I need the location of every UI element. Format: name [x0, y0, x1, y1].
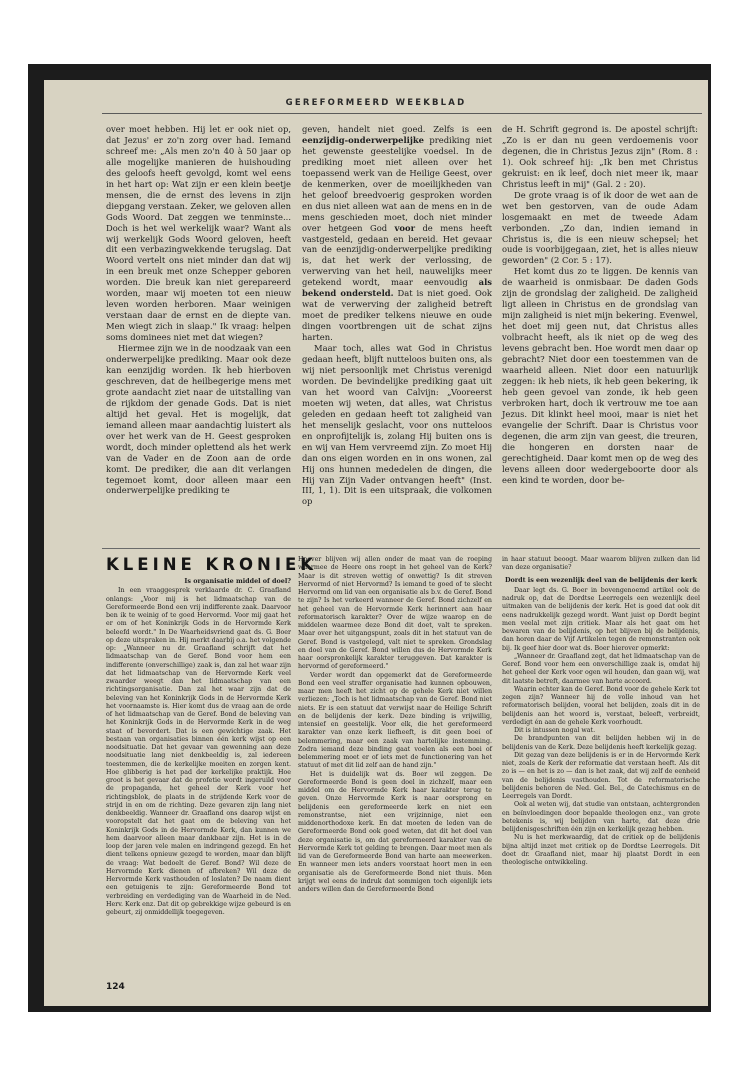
paragraph: Waarin echter kan de Geref. Bond voor de gehele Kerk tot zegen zijn? Wanneer hij de volle inhoud van het reformatorisch belijden, vooral het belijden, zoals dit in de belijdenis aan het woord is, verstaat, beleeft, verbreidt, verdedigt én aan de gehele Kerk voorhoudt. [502, 685, 700, 726]
newspaper-page [44, 80, 708, 1006]
subheading: Dordt is een wezenlijk deel van de belijdenis der kerk [504, 575, 698, 584]
article-column-3 [502, 124, 698, 542]
paragraph: Verder wordt dan opgemerkt dat de Gereformeerde Bond een veel straffer organisatie had kunnen opbouwen, maar men heeft het zicht op de gehele Kerk niet willen verliezen: „Toch is het lidmaatschap van de Geref. Bond niet niets. Er is een statuut dat verwijst naar de Heilige Schrift en de belijdenis der kerk. Deze binding is vrijwillig, intensief en geestelijk. Voor elk, die het gereformeerd karakter van onze kerk liefheeft, is dit geen boei of belemmering, maar een zaak van hartelijke instemming. Zodra iemand deze binding gaat voelen als een boei of belemmering moet er of iets met de functionering van het statuut of met dit lid zelf aan de hand zijn." [298, 671, 492, 770]
text-run: prediking niet het gewenste geestelijke voedsel. In de prediking moet niet alleen over het toepassend werk van de Heilige Geest, over de kenmerken, over de moeilijkheden van het geloof breedvoerig gesproken worden en dus niet alleen wat aan de mens en in de mens geschieden moet, doch niet minder over hetgeen God [302, 134, 492, 233]
paragraph: in haar statuut beoogt. Maar waarom blijven zulken dan lid van deze organisatie? [502, 556, 700, 572]
text-run: de mens heeft vastgesteld, gedaan en bereid. Het gevaar van de eenzijdig-onderwerpelijke prediking is, dat het werk der verlossing, de verwerving van het heil, nauwelijks meer getekend wordt, maar eenvoudig [302, 222, 493, 288]
subheading: Is organisatie middel of doel? [184, 577, 291, 585]
section-title: KLEINE KRONIEK [106, 555, 318, 574]
emphasis: eenzijdig-onderwerpelijke [302, 134, 425, 145]
paragraph: Het komt dus zo te liggen. De kennis van de waarheid is onmisbaar. De daden Gods zijn de grondslag der zaligheid. De zaligheid ligt alleen in Christus en de grondslag van mijn zaligheid is niet mijn bekering. Evenwel, het doet mij geen nut, dat Christus alles volbracht heeft, als ik niet op de weg des levens gebracht ben. Hoe wordt men daar op gebracht? Niet door een toestemmen van de waarheid alleen. Niet door een natuurlijk zeggen: ik heb niets, ik heb geen bekering, ik heb geen gevoel van zonde, ik heb geen verbroken hart, doch ik vertrouw me toe aan Jezus. Dit klinkt heel mooi, maar is niet het evangelie der Schrift. Daar is Christus voor degenen, die arm zijn van geest, die treuren, die hongeren en dorsten naar de gerechtigheid. Daar komt men op de weg des levens alleen door wedergeboorte door als een kind te worden, door be- [502, 266, 698, 485]
kroniek-column-1 [106, 555, 318, 976]
paragraph: de H. Schrift gegrond is. De apostel schrijft: „Zo is er dan nu geen verdoemenis voor degenen, die in Christus Jezus zijn" (Rom. 8 : 1). Ook schreef hij: „Ik ben met Christus gekruist: en ik leef, doch niet meer ik, maar Christus leeft in mij" (Gal. 2 : 20). [502, 124, 698, 189]
paragraph: Ook al weten wij, dat studie van ontstaan, achtergronden en beïnvloedingen door bepaalde theologen enz., van grote betekenis is, wij belijden van harte, dat deze drie belijdenisgeschriften één zijn en kerkelijk gezag hebben. [502, 801, 700, 833]
paragraph: De grote vraag is of ik door de wet aan de wet ben gestorven, van de oude Adam losgemaakt en met de tweede Adam verbonden. „Zo dan, indien iemand in Christus is, die is een nieuw schepsel; het oude is voorbijgegaan, ziet, het is alles nieuw geworden" (2 Cor. 5 : 17). [502, 189, 698, 266]
emphasis: als bekend ondersteld. [302, 277, 492, 299]
running-header: GEREFORMEERD WEEKBLAD [285, 98, 467, 108]
page-number: 124 [106, 982, 125, 992]
paragraph: „Wanneer dr. Graafland zegt, dat het lidmaatschap van de Geref. Bond voor hem een onverschillige zaak is, omdat hij het geheel der Kerk voor ogen wil houden, dan gaan wij, wat dit laatste betreft, daarmee van harte accoord. [502, 652, 700, 685]
paragraph: Hiermee zijn we in de noodzaak van een onderwerpelijke prediking. Maar ook deze kan eenzijdig worden. Ik heb hierboven geschreven, dat de heilbegerige mens met grote aandacht ziet naar de uitstalling van de rijkdom der genade Gods. Dat is niet altijd het geval. Het is mogelijk, dat iemand alleen maar aandachtig luistert als over het werk van de H. Geest gesproken wordt, doch minder oplettend als het werk van de Vader en de Zoon aan de orde komt. De prediker, die aan dit verlangen tegemoet komt, door alleen maar een onderwerpelijke prediking te [106, 343, 291, 496]
kroniek-column-3 [502, 556, 700, 976]
kroniek-column-2 [298, 556, 492, 976]
paragraph [302, 124, 492, 343]
paragraph: Nu is het merkwaardig, dat de critiek op de belijdenis bijna altijd inzet met critiek op de Dordtse Leerregels. Dit doet dr. Graafland niet, maar hij plaatst Dordt in een theologische ontwikkeling. [502, 834, 700, 866]
header-rule [102, 113, 702, 114]
paragraph: De brandpunten van dit belijden hebben wij in de belijdenis van de Kerk. Deze belijdenis heeft kerkelijk gezag. [502, 735, 700, 751]
section-divider [102, 548, 700, 549]
article-column-2 [302, 124, 492, 542]
paragraph: Dit is intussen nogal wat. [514, 727, 596, 734]
text-run: geven, handelt niet goed. Zelfs is een [302, 124, 492, 134]
article-column-1 [106, 124, 291, 542]
paragraph: In een vraaggesprek verklaarde dr. C. Graafland onlangs: „Voor mij is het lidmaatschap van de Gereformeerde Bond een vrij indifferente zaak. Daarvoor ben ik te weinig of te goed Hervormd. Voor mij gaat het er om of het Koninkrijk Gods in de Hervormde Kerk beleefd wordt." In De Waarheidsvriend gaat ds. G. Boer op deze uitspraken in. Hij merkt daarbij o.a. het volgende op: „Wanneer nu dr. Graafland schrijft dat het lidmaatschap van de Geref. Bond voor hem een indifferente (onverschillige) zaak is, dan zal het waar zijn dat het lidmaatschap van de Hervormde Kerk veel zwaarder weegt dan het lidmaatschap van een richtingsorganisatie. Dan zal het waar zijn dat de beleving van het Koninkrijk Gods in de Hervormde Kerk het voornaamste is. Hier komt dus de vraag aan de orde of het lidmaatschap van de Geref. Bond de beleving van het Koninkrijk Gods in de Hervormde Kerk in de weg staat of bevordert. Dat is een gewichtige zaak. Het bestaan van organisaties binnen één kerk wijst op een noodsituatie. Dat het gevaar van gewenning aan deze noodsituatie lang niet denkbeeldig is, zal iedereen toestemmen, die de kerkelijke moeiten en zorgen kent. Hoe glibberig is het pad der kerkelijke praktijk. Hoe groot is het gevaar dat de profetie wordt ingeruild voor de propaganda, het geheel der Kerk voor het richtingsblok, de plaats in de strijdende Kerk voor de strijd in en om de richting. Deze gevaren zijn lang niet denkbeeldig. Wanneer dr. Graafland ons daarop wijst en vooropstelt dat het gaat om de beleving van het Koninkrijk Gods in de Hervormde Kerk, dan kunnen we hem daarvoor alleen maar dankbaar zijn. Het is in de loop der jaren vele malen en indringend gezegd. En het dient telkens opnieuw gezegd te worden, maar dan blijft de vraag: Wat bedoelt de Geref. Bond? Wil deze de Hervormde Kerk dienen of afbreken? Wil deze de Hervormde Kerk vasthouden of loslaten? De naam dient een getuigenis te zijn: Gereformeerde Bond tot verbreiding en verdediging van de Waarheid in de Ned. Herv. Kerk enz. Dat dit op gebrekkige wijze gebeurd is en gebeurt, zij onmiddellijk toegegeven. [106, 587, 291, 916]
text-run: Dat is niet goed. Ook wat de verwerving der zaligheid betreft moet de prediker telkens nieuwe en oude dingen voortbrengen uit de schat zijns harten. [302, 288, 492, 343]
paragraph: Het is duidelijk wat ds. Boer wil zeggen. De Gereformeerde Bond is geen doel in zichzelf, maar een middel om de Hervormde Kerk haar karakter terug te geven. Onze Hervormde Kerk is naar oorsprong en belijdenis een gereformeerde kerk en niet een remonstrantse, niet een vrijzinnige, niet een middenorthodoxe kerk. En dat moeten de leden van de Gereformeerde Bond ook goed weten, dat dit het doel van deze organisatie is, om dat gereformeerd karakter van de Hervormde Kerk tot gelding te brengen. Daar moet men als lid van de Gereformeerde Bond van harte aan meewerken. En wanneer men iets anders voorstaat hoort men in een organisatie als de Gereformeerde Bond niet thuis. Men krijgt wel eens de indruk dat sommigen toch eigenlijk iets anders willen dan de Gereformeerde Bond [298, 770, 492, 893]
paragraph: Daar legt ds. G. Boer in bovengenoemd artikel ook de nadruk op, dat de Dordtse Leerregels een wezenlijk deel uitmaken van de belijdenis der kerk. Het is goed dat ook dit eens nadrukkelijk gezegd wordt. Want juist op Dordt begint men veelal met zijn critiek. Maar als het gaat om het bewaren van de belijdenis, op het blijven bij de belijdenis, dan horen daar de Vijf Artikelen tegen de remonstranten ook bij. Ik geef hier door wat ds. Boer hierover opmerkt: [502, 586, 700, 652]
paragraph: Dit gezag van deze belijdenis is er in de Hervormde Kerk niet, zoals de Kerk der reformatie dat verstaan heeft. Als dit zo is — en het is zo — dan is het zaak, dat wij zelf de eenheid van de belijdenis vasthouden. Tot de reformatorische belijdenis behoren de Ned. Gel. Bel., de Catechismus en de Leerregels van Dordt. [502, 751, 700, 800]
paragraph: Maar toch, alles wat God in Christus gedaan heeft, blijft nutteloos buiten ons, als wij niet persoonlijk met Christus verenigd worden. De bevindelijke prediking gaat uit van het woord van Calvijn: „Vooreerst moeten wij weten, dat alles, wat Christus geleden en gedaan heeft tot zaligheid van het menselijk geslacht, voor ons nutteloos en onprofijtelijk is, zolang Hij buiten ons is en wij van Hem vervreemd zijn. Zo moet Hij dan ons eigen worden en in ons wonen, zal Hij ons hunnen mededelen de dingen, die Hij van Zijn Vader ontvangen heeft" (Inst. III, 1, 1). Dit is een uitspraak, die volkomen op [302, 343, 492, 507]
paragraph: Hoever blijven wij allen onder de maat van de roeping waarmee de Heere ons roept in het geheel van de Kerk? Maar is dit streven wettig of onwettig? Is dit streven Hervormd of niet Hervormd? Is iemand te goed of te slecht Hervormd om lid van een organisatie als b.v. de Geref. Bond te zijn? Is het verkeerd wanneer de Geref. Bond zichzelf en het geheel van de Hervormde Kerk herinnert aan haar reformatorisch karakter? Over de wijze waarop en de middelen waarmee deze Bond dit doet, valt te spreken. Maar over het uitgangspunt, zoals dit in het statuut van de Geref. Bond is vastgelegd, valt niet te spreken. Grondslag en doel van de Geref. Bond willen dus de Hervormde Kerk haar oorspronkelijk karakter teruggeven. Dat karakter is hervormd of gereformeerd." [298, 556, 492, 671]
emphasis: voor [394, 222, 415, 233]
paragraph: over moet hebben. Hij let er ook niet op, dat Jezus' er zo'n zorg over had. Iemand schreef me: „Als men zo'n 40 à 50 jaar op alle mogelijke manieren de huishouding des geloofs heeft gevolgd, komt wel eens in het hart op: Wat zijn er een klein beetje mensen, die de ernst des levens in zijn diepgang verstaan. Zeker, we geloven allen Gods Woord. Dat zeggen we tenminste... Doch is het wel werkelijk waar? Want als wij werkelijk Gods Woord geloven, heeft dit een verbazingwekkende terugslag. Dat Woord vertelt ons niet minder dan dat wij in een breuk met onze Schepper geboren worden. Die breuk kan niet gerepareerd worden, maar wij moeten tot een nieuw leven worden herboren. Maar weinigen verstaan daar de ernst en de diepte van. Men wiegt zich in slaap." Ik vraag: helpen soms dominees niet met dat wiegen? [106, 124, 291, 343]
